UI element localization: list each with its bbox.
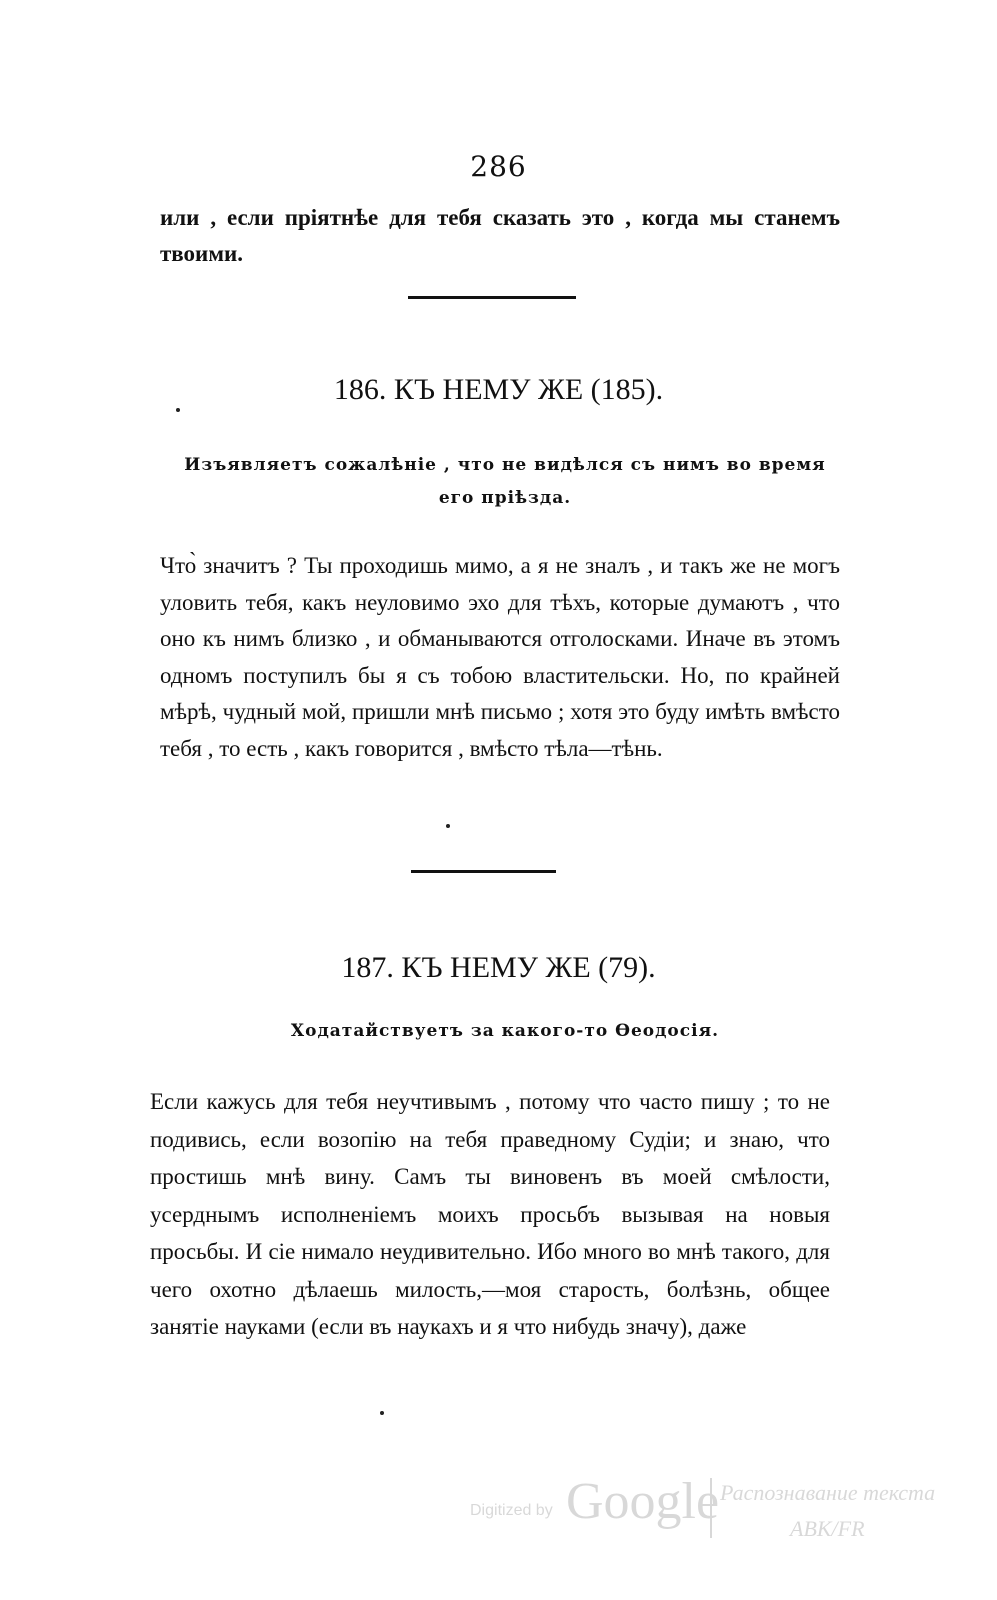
letter-body-186: Что̀ значитъ ? Ты проходишь мимо, а я не зналъ , и такъ же не могъ уловить тебя, какъ неуловимо эхо для тѣхъ, которые думаютъ , что оно къ нимъ близко , и обманываются отголосками. Иначе въ этомъ одномъ поступилъ бы я съ тобою властительски. Но, по крайней мѣрѣ, чудный мой, пришли мнѣ письмо ; хотя это буду имѣть вмѣсто тебя , то есть , какъ говорится , вмѣсто тѣла—тѣнь. [160,553,840,761]
digitization-watermark [470,1472,980,1552]
letter-heading-186: 186. КЪ НЕМУ ЖЕ (185). [333,373,664,406]
ocr-credit-text: Распознавание текста [720,1480,936,1505]
page-number: 286 [470,150,527,183]
printing-speck [380,1411,384,1415]
watermark-divider [710,1478,712,1538]
printing-speck [176,408,180,412]
continuation-text: или , если пріятнѣе для тебя сказать это , когда мы станемъ твоими. [160,205,840,266]
letter-summary-187: Ходатайствуетъ за какого-то Ѳеодосія. [290,1021,720,1041]
section-divider [411,870,556,873]
letter-heading-187: 187. КЪ НЕМУ ЖЕ (79). [341,951,656,984]
digitized-by-text: Digitized by [470,1502,553,1519]
ocr-tag-text: ABK/FR [790,1516,865,1541]
google-logo-text: Google [566,1473,720,1530]
letter-body-187: Если кажусь для тебя неучтивымъ , потому что часто пишу ; то не подивись, если возопію на тебя праведному Судіи; и знаю, что простишь мнѣ вину. Самъ ты виновенъ въ моей смѣлости, усерднымъ исполненіемъ моихъ просьбъ вызывая на новыя просьбы. И сіе нимало неудивительно. Ибо много во мнѣ такого, для чего охотно дѣлаешь милость,—моя старость, болѣзнь, общее занятіе науками (если въ наукахъ и я что нибудь значу), даже [150,1089,830,1339]
letter-summary-186: Изъявляетъ сожалѣніе , что не видѣлся съ нимъ во время его пріѣзда. [184,455,826,508]
printing-speck [446,824,450,828]
section-divider [408,296,576,299]
